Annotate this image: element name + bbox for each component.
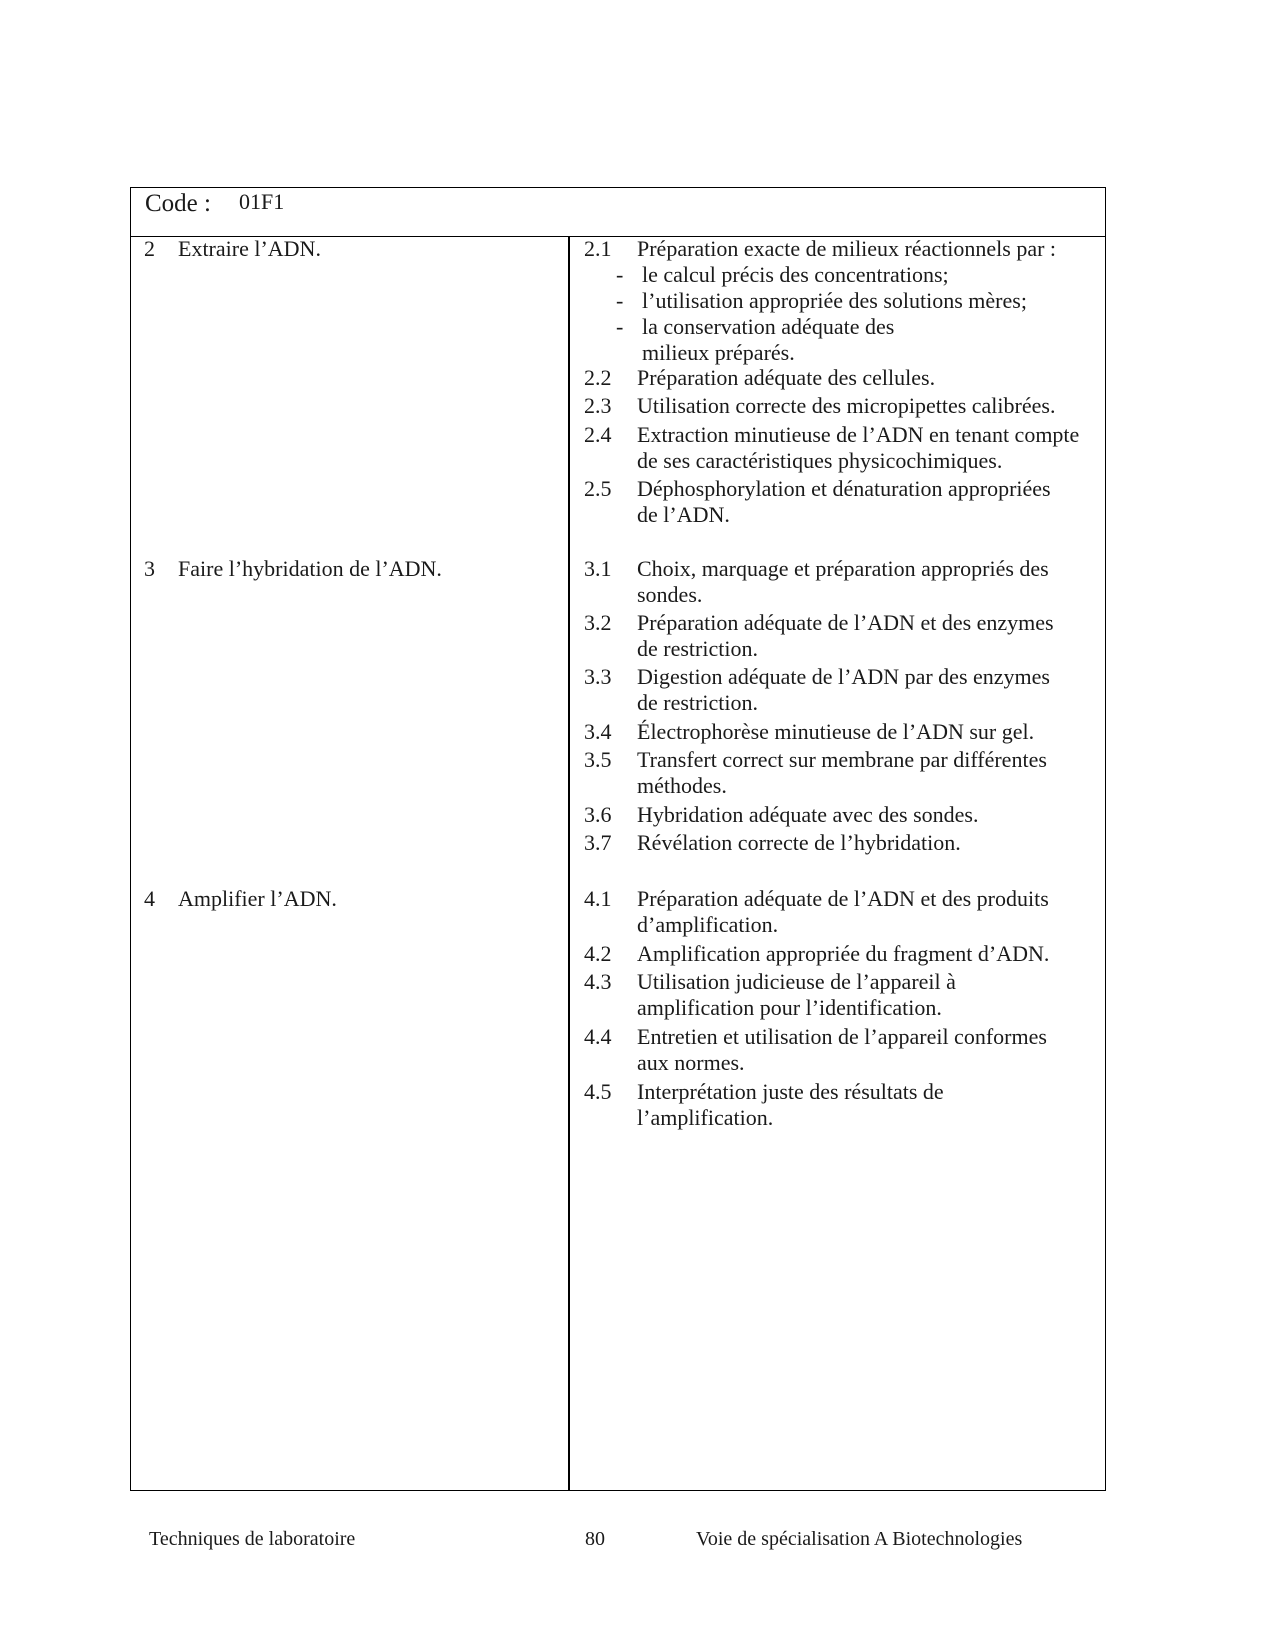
code-row <box>131 188 1105 237</box>
competency-text: Extraire l’ADN. <box>178 236 321 261</box>
criterion-item <box>584 365 1094 391</box>
criterion-text: Entretien et utilisation de l’appareil conformes aux normes. <box>637 1024 1047 1075</box>
footer-left: Techniques de laboratoire <box>149 1528 356 1550</box>
code-value: 01F1 <box>239 189 285 214</box>
criterion-item <box>584 422 1094 474</box>
criterion-number: 3.6 <box>584 802 612 827</box>
criterion-text: Digestion adéquate de l’ADN par des enzymes de restriction. <box>637 664 1050 715</box>
bullet-text: l’utilisation appropriée des solutions mères; <box>642 288 1027 313</box>
criterion-number: 3.2 <box>584 610 612 635</box>
criterion-number: 2.5 <box>584 476 612 501</box>
criterion-bullet <box>616 314 956 366</box>
criterion-number: 2.4 <box>584 422 612 447</box>
criterion-item <box>584 610 1064 662</box>
criterion-text: Utilisation judicieuse de l’appareil à amplification pour l’identification. <box>637 969 956 1020</box>
criterion-item <box>584 802 1094 828</box>
criterion-number: 4.3 <box>584 969 612 994</box>
criterion-text: Interprétation juste des résultats de l’amplification. <box>637 1079 944 1130</box>
criterion-item <box>584 476 1064 528</box>
code-label: Code : <box>145 190 211 217</box>
criterion-number: 3.5 <box>584 747 612 772</box>
bullet-dash: - <box>616 288 624 313</box>
criterion-text: Déphosphorylation et dénaturation appropriées de l’ADN. <box>637 476 1051 527</box>
competency-number: 4 <box>144 886 155 911</box>
criterion-item <box>584 393 1094 419</box>
criterion-number: 2.2 <box>584 365 612 390</box>
criterion-number: 3.4 <box>584 719 612 744</box>
criterion-text: Électrophorèse minutieuse de l’ADN sur gel. <box>637 719 1035 744</box>
criterion-number: 4.5 <box>584 1079 612 1104</box>
competency-number: 3 <box>144 556 155 581</box>
criterion-item <box>584 969 984 1021</box>
criterion-number: 2.3 <box>584 393 612 418</box>
criterion-item <box>584 747 1064 799</box>
column-divider <box>568 237 570 1490</box>
criterion-text: Choix, marquage et préparation appropriés des sondes. <box>637 556 1049 607</box>
criterion-item <box>584 1024 1064 1076</box>
criterion-item <box>584 830 1094 856</box>
criterion-item <box>584 664 1064 716</box>
footer-right: Voie de spécialisation A Biotechnologies <box>696 1528 1023 1550</box>
criterion-text: Extraction minutieuse de l’ADN en tenant compte de ses caractéristiques physicochimiques. <box>637 422 1080 473</box>
bullet-dash: - <box>616 262 624 287</box>
criterion-text: Hybridation adéquate avec des sondes. <box>637 802 979 827</box>
criterion-text: Transfert correct sur membrane par différentes méthodes. <box>637 747 1047 798</box>
page-number: 80 <box>585 1528 605 1550</box>
criterion-bullet <box>616 288 1086 314</box>
competency-item <box>144 886 337 912</box>
criterion-item <box>584 236 1094 262</box>
criterion-number: 4.2 <box>584 941 612 966</box>
competency-item <box>144 236 321 262</box>
bullet-text: le calcul précis des concentrations; <box>642 262 949 287</box>
competency-text: Amplifier l’ADN. <box>178 886 337 911</box>
criterion-item <box>584 941 1094 967</box>
criterion-item <box>584 1079 984 1131</box>
competency-number: 2 <box>144 236 155 261</box>
bullet-dash: - <box>616 314 624 339</box>
bullet-text: la conservation adéquate des milieux préparés. <box>642 314 895 365</box>
criterion-number: 2.1 <box>584 236 612 261</box>
criterion-item <box>584 556 1064 608</box>
criterion-number: 3.3 <box>584 664 612 689</box>
criterion-text: Préparation adéquate de l’ADN et des enzymes de restriction. <box>637 610 1054 661</box>
criterion-text: Préparation adéquate des cellules. <box>637 365 936 390</box>
criterion-text: Utilisation correcte des micropipettes calibrées. <box>637 393 1056 418</box>
criterion-number: 4.4 <box>584 1024 612 1049</box>
criterion-number: 3.7 <box>584 830 612 855</box>
criterion-item <box>584 719 1094 745</box>
competency-text: Faire l’hybridation de l’ADN. <box>178 556 442 581</box>
criterion-number: 3.1 <box>584 556 612 581</box>
criterion-text: Préparation exacte de milieux réactionnels par : <box>637 236 1057 261</box>
criterion-text: Amplification appropriée du fragment d’ADN. <box>637 941 1050 966</box>
criterion-number: 4.1 <box>584 886 612 911</box>
criterion-item <box>584 886 1064 938</box>
criterion-bullet <box>616 262 1086 288</box>
competency-item <box>144 556 442 582</box>
criterion-text: Révélation correcte de l’hybridation. <box>637 830 961 855</box>
criterion-text: Préparation adéquate de l’ADN et des produits d’amplification. <box>637 886 1049 937</box>
competency-table <box>130 187 1106 1491</box>
